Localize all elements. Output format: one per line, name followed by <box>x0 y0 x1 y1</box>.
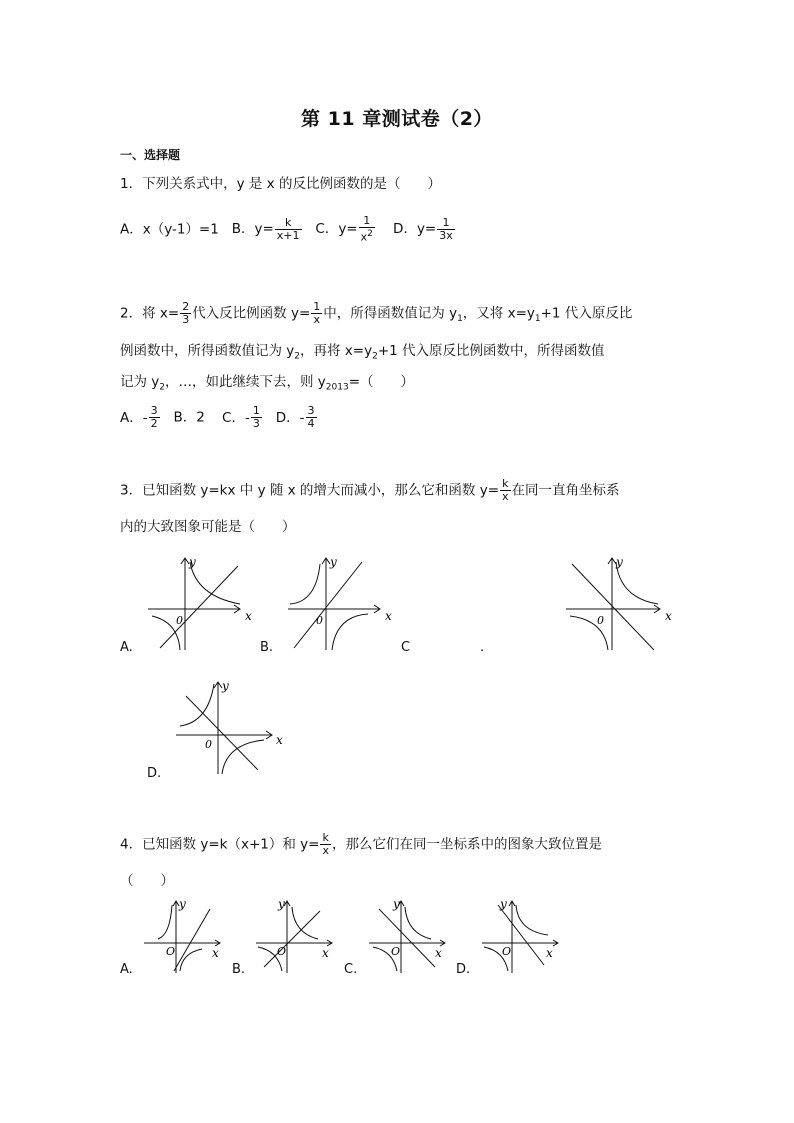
q2-line-1: 2．将 x= $\frac{2}{3}$ 代入反比例函数 y= $\frac{1}{x}$ 中，所得函数值记为 $y_1$，又将 $x=y_1+1$ 代入原反比 <box>120 300 633 326</box>
q3-label-b: B. <box>260 640 274 655</box>
q1-stem: 1．下列关系式中，y 是 x 的反比例函数的是（ ） <box>120 176 441 192</box>
svg-text:x: x <box>665 609 672 623</box>
q3-label-dot: . <box>480 640 485 655</box>
q4-label-d: D. <box>456 962 471 977</box>
svg-text:0: 0 <box>316 614 323 627</box>
q4-line-1: 4．已知函数 y=k（x+1）和 y= $\frac{k}{x}$ ，那么它们在同一坐标系中的图象大致位置是 <box>120 831 602 857</box>
svg-text:O: O <box>166 945 176 958</box>
q3-label-c: C <box>401 640 411 655</box>
svg-text:O: O <box>277 945 287 958</box>
q1-options <box>120 215 456 244</box>
q3-line-1: 3．已知函数 y=kx 中 y 随 x 的增大而减小，那么它和函数 y= $\frac{k}{x}$ 在同一直角坐标系 <box>120 477 620 503</box>
q4-graph-c <box>365 895 455 975</box>
q1-option-b: B．y= $\frac{k}{x+1}$ <box>231 215 300 242</box>
svg-text:x: x <box>212 946 219 960</box>
q1-option-d: D．y= $\frac{1}{3x}$ <box>393 215 453 242</box>
svg-text:x: x <box>245 609 252 623</box>
svg-text:y: y <box>222 679 229 693</box>
svg-text:O: O <box>502 945 512 958</box>
q4-graph-b <box>252 895 342 975</box>
q3-graph-a <box>140 550 260 655</box>
q4-label-c: C. <box>344 962 358 977</box>
svg-text:y: y <box>189 555 196 569</box>
svg-text:x: x <box>276 733 283 747</box>
svg-text:y: y <box>179 897 186 911</box>
svg-text:y: y <box>500 897 507 911</box>
svg-text:y: y <box>393 897 400 911</box>
q4-line-2: （ ） <box>120 873 174 889</box>
q1-option-c: C．y= $\frac{1}{x^2}$ <box>315 214 373 244</box>
q3-graph-d <box>168 674 293 779</box>
q3-line-2: 内的大致图象可能是（ ） <box>120 519 296 535</box>
svg-text:0: 0 <box>205 738 212 751</box>
svg-text:0: 0 <box>176 614 183 627</box>
q3-label-a: A. <box>120 640 133 655</box>
q2-options <box>120 405 318 430</box>
q2-option-d: D．- $\frac{3}{4}$ <box>275 404 315 430</box>
svg-text:x: x <box>385 609 392 623</box>
q4-label-b: B. <box>232 962 246 977</box>
svg-text:y: y <box>616 555 623 569</box>
q4-label-a: A. <box>120 962 133 977</box>
q3-label-d: D. <box>147 766 162 781</box>
q4-graph-d <box>478 895 568 975</box>
q3-graph-b <box>282 550 402 655</box>
svg-text:y: y <box>330 555 337 569</box>
section-heading: 一、选择题 <box>120 148 181 162</box>
svg-text:y: y <box>278 897 285 911</box>
svg-text:x: x <box>435 946 442 960</box>
q4-graph-a <box>140 895 230 975</box>
q3-graph-c <box>560 550 680 655</box>
page-title: 第 11 章测试卷（2） <box>301 108 493 130</box>
q2-option-a: A．- $\frac{3}{2}$ <box>120 404 158 430</box>
q2-option-b: B．2 <box>173 409 205 426</box>
svg-text:O: O <box>391 945 401 958</box>
q2-line-3: 记为 $y_2$，…，如此继续下去，则 $y_{2013}=$（ ） <box>120 374 415 393</box>
svg-text:x: x <box>322 946 329 960</box>
svg-text:0: 0 <box>597 614 604 627</box>
q2-option-c: C．- $\frac{1}{3}$ <box>222 404 260 430</box>
svg-text:x: x <box>546 946 553 960</box>
q1-option-a: A．x（y-1）=1 <box>120 221 219 238</box>
q2-line-2: 例函数中，所得函数值记为 $y_2$，再将 $x=y_2+1$ 代入原反比例函数中，所得函数值 <box>120 343 605 362</box>
